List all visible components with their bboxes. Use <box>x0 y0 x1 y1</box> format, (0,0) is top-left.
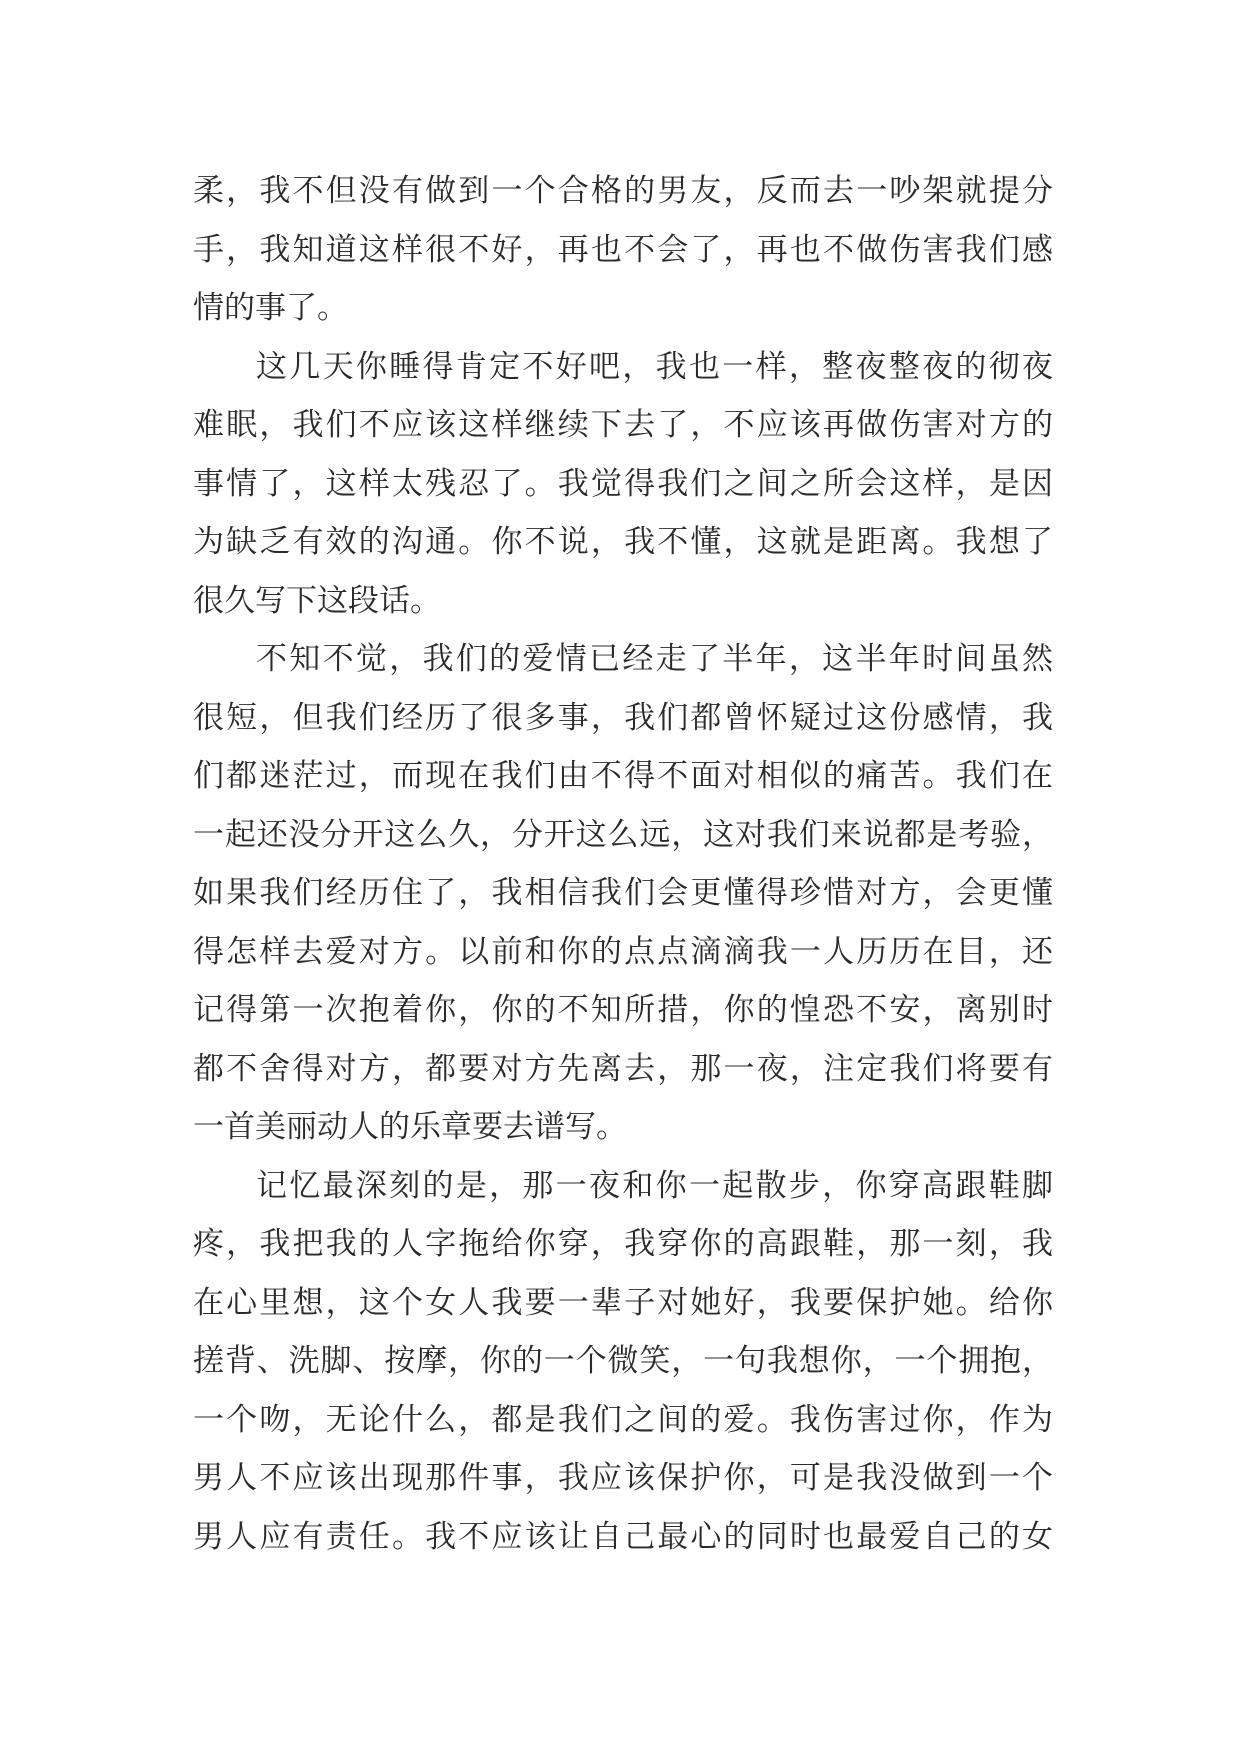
text-line: 一首美丽动人的乐章要去谱写。 <box>193 1109 627 1145</box>
text-line: 手，我知道这样很不好，再也不会了，再也不做伤害我们感 <box>193 231 1053 268</box>
paragraph <box>193 162 1053 338</box>
text-line: 不知不觉，我们的爱情已经走了半年，这半年时间虽然 <box>256 641 1053 677</box>
text-line: 疼，我把我的人字拖给你穿，我穿你的高跟鞋，那一刻，我 <box>193 1226 1053 1262</box>
text-line: 柔，我不但没有做到一个合格的男友，反而去一吵架就提分 <box>193 173 1053 209</box>
text-line: 记忆最深刻的是，那一夜和你一起散步，你穿高跟鞋脚 <box>256 1167 1053 1204</box>
text-line: 得怎样去爱对方。以前和你的点点滴滴我一人历历在目，还 <box>193 933 1053 970</box>
text-line: 都不舍得对方，都要对方先离去，那一夜，注定我们将要有 <box>193 1050 1053 1087</box>
text-line: 这几天你睡得肯定不好吧，我也一样，整夜整夜的彻夜 <box>256 348 1053 385</box>
text-line: 很短，但我们经历了很多事，我们都曾怀疑过这份感情，我 <box>193 699 1053 736</box>
text-line: 搓背、洗脚、按摩，你的一个微笑，一句我想你，一个拥抱， <box>193 1343 1053 1379</box>
document-body <box>193 162 1053 1566</box>
text-line: 事情了，这样太残忍了。我觉得我们之间之所会这样，是因 <box>193 465 1053 502</box>
text-line: 很久写下这段话。 <box>193 582 441 619</box>
paragraph <box>193 1157 1053 1567</box>
paragraph <box>193 338 1053 631</box>
text-line: 一起还没分开这么久，分开这么远，这对我们来说都是考验， <box>193 816 1053 853</box>
text-line: 一个吻，无论什么，都是我们之间的爱。我伤害过你，作为 <box>193 1401 1053 1438</box>
paragraph <box>193 630 1053 1157</box>
text-line: 为缺乏有效的沟通。你不说，我不懂，这就是距离。我想了 <box>193 524 1053 560</box>
text-line: 在心里想，这个女人我要一辈子对她好，我要保护她。给你 <box>193 1284 1053 1321</box>
text-line: 们都迷茫过，而现在我们由不得不面对相似的痛苦。我们在 <box>193 758 1053 794</box>
text-line: 男人应有责任。我不应该让自己最心的同时也最爱自己的女 <box>193 1518 1053 1555</box>
text-line: 如果我们经历住了，我相信我们会更懂得珍惜对方，会更懂 <box>193 875 1053 911</box>
text-line: 记得第一次抱着你，你的不知所措，你的惶恐不安，离别时 <box>193 992 1053 1028</box>
text-line: 男人不应该出现那件事，我应该保护你，可是我没做到一个 <box>193 1460 1053 1496</box>
text-line: 难眠，我们不应该这样继续下去了，不应该再做伤害对方的 <box>193 407 1053 443</box>
text-line: 情的事了。 <box>193 290 348 326</box>
